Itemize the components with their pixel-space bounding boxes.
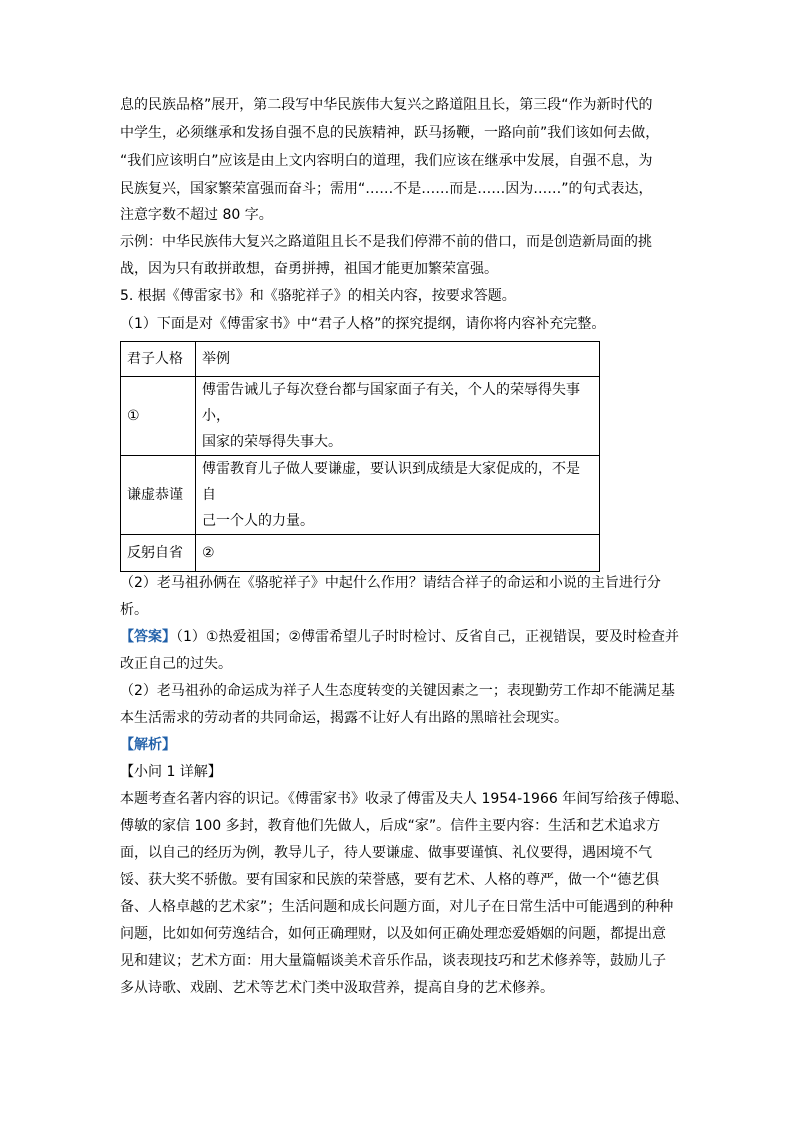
example-cell-line: 己一个人的力量。 (202, 513, 314, 529)
table-header-cell: 举例 (196, 342, 600, 377)
detail-line: 馁、获大奖不骄傲。要有国家和民族的荣誉感，要有艺术、人格的尊严，做一个“德艺俱 (120, 872, 660, 888)
answer-line (120, 624, 679, 650)
outline-table (120, 341, 600, 572)
intro-line: 息的民族品格”展开，第二段写中华民族伟大复兴之路道阻且长，第三段“作为新时代的 (120, 97, 653, 113)
answer-line: 改正自己的过失。 (120, 656, 232, 672)
detail-line: 面，以自己的经历为例，教导儿子，待人要谦虚、做事要谨慎、礼仪要得，遇困境不气 (120, 845, 652, 861)
detail-line: 问题，比如如何劳逸结合，如何正确理财，以及如何正确处理恋爱婚姻的问题，都提出意 (120, 926, 666, 942)
example-cell-line: 傅雷告诫儿子每次登台都与国家面子有关，个人的荣辱得失事小， (202, 382, 580, 424)
detail-line: 本题考查名著内容的识记。《傅雷家书》收录了傅雷及夫人 1954-1966 年间写给孩子傅聪、 (120, 791, 689, 807)
table-row (121, 377, 600, 456)
detail-line: 多从诗歌、戏剧、艺术等艺术门类中汲取营养，提高自身的艺术修养。 (120, 980, 554, 996)
example-cell (196, 377, 600, 456)
table-header-row (121, 342, 600, 377)
trait-cell: 反躬自省 (121, 535, 196, 572)
example-cell-line: 国家的荣辱得失事大。 (202, 434, 342, 450)
example-cell-line: ② (202, 545, 215, 561)
example-line: 战，因为只有敢拼敢想，奋勇拼搏，祖国才能更加繁荣富强。 (120, 261, 498, 277)
intro-line: 注意字数不超过 80 字。 (120, 207, 273, 223)
table-header-cell: 君子人格 (121, 342, 196, 377)
intro-line: “我们应该明白”应该是由上文内容明白的道理，我们应该在继承中发展，自强不息，为 (120, 153, 653, 169)
question-5-part-2: （2）老马祖孙俩在《骆驼祥子》中起什么作用？请结合祥子的命运和小说的主旨进行分 (120, 575, 661, 591)
answer-label: 【答案】 (120, 629, 176, 645)
detail-line: 傅敏的家信 100 多封，教育他们先做人，后成“家”。信件主要内容：生活和艺术追求方 (120, 818, 661, 834)
example-cell (196, 535, 600, 572)
intro-line: 中学生，必须继承和发扬自强不息的民族精神，跃马扬鞭，一路向前”我们该如何去做， (120, 125, 660, 141)
sub-question-label: 【小问 1 详解】 (120, 764, 222, 780)
table-row (121, 456, 600, 535)
example-line: 示例：中华民族伟大复兴之路道阻且长不是我们停滞不前的借口，而是创造新局面的挑 (120, 234, 652, 250)
table-row (121, 535, 600, 572)
example-cell-line: 傅雷教育儿子做人要谦虚，要认识到成绩是大家促成的，不是自 (202, 461, 580, 503)
analysis-label: 【解析】 (120, 737, 176, 753)
detail-line: 见和建议；艺术方面：用大量篇幅谈美术音乐作品，谈表现技巧和艺术修养等，鼓励儿子 (120, 953, 666, 969)
question-5-part-1: （1）下面是对《傅雷家书》中“君子人格”的探究提纲，请你将内容补充完整。 (120, 316, 606, 332)
question-5: 5. 根据《傅雷家书》和《骆驼祥子》的相关内容，按要求答题。 (120, 288, 516, 304)
detail-line: 备、人格卓越的艺术家”；生活问题和成长问题方面，对儿子在日常生活中可能遇到的种种 (120, 899, 674, 915)
trait-cell: ① (121, 377, 196, 456)
trait-cell: 谦虚恭谨 (121, 456, 196, 535)
example-cell (196, 456, 600, 535)
intro-line: 民族复兴，国家繁荣富强而奋斗；需用“……不是……而是……因为……”的句式表达， (120, 181, 653, 197)
answer-text: （1）①热爱祖国；②傅雷希望儿子时时检讨、反省自己，正视错误，要及时检查并 (176, 629, 680, 645)
answer-line: （2）老马祖孙的命运成为祥子人生态度转变的关键因素之一；表现勤劳工作却不能满足基 (120, 683, 675, 699)
question-5-part-2: 析。 (120, 602, 148, 618)
answer-line: 本生活需求的劳动者的共同命运，揭露不让好人有出路的黑暗社会现实。 (120, 710, 568, 726)
